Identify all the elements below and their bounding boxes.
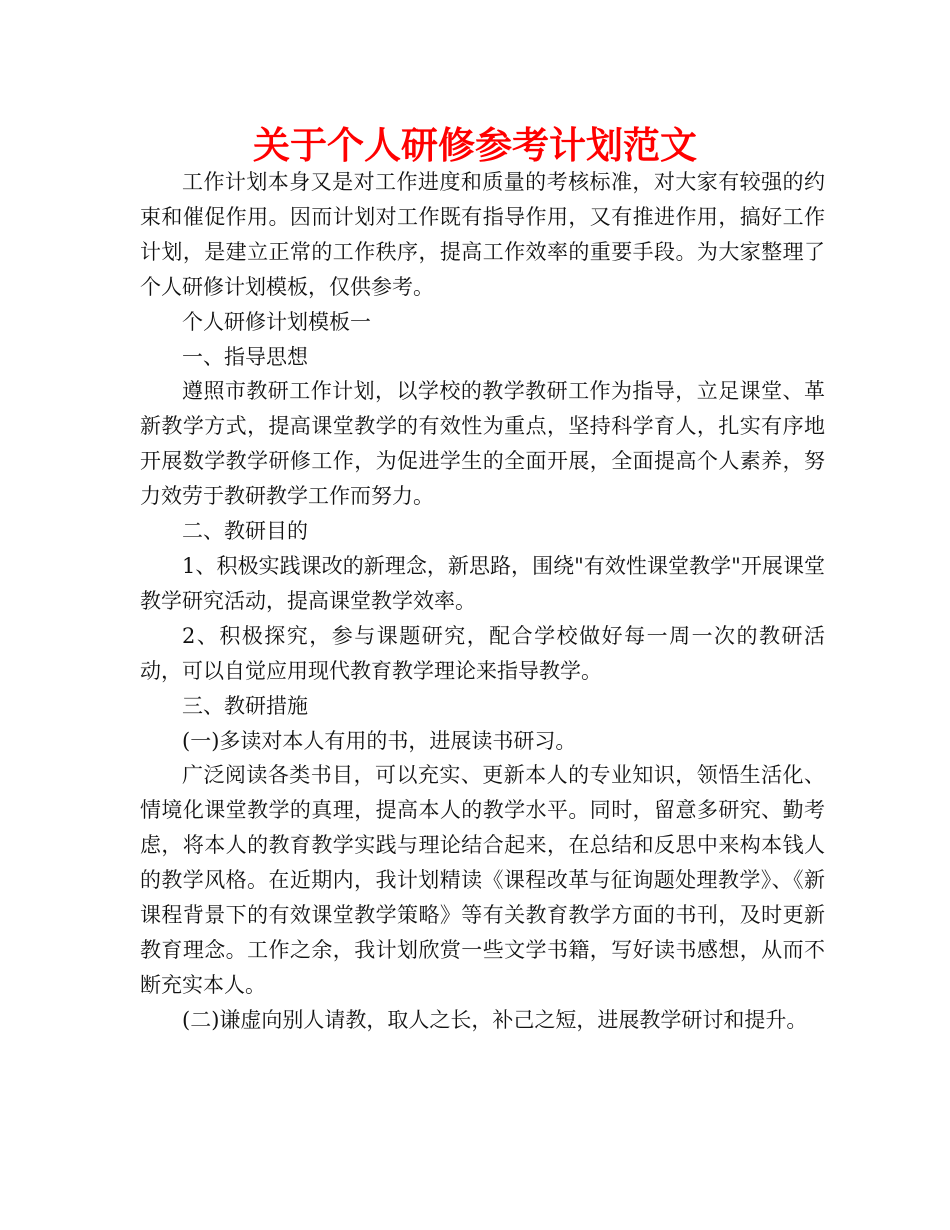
measure-subheading-1: (一)多读对本人有用的书，进展读书研习。 xyxy=(182,728,577,753)
measure-1-paragraph: 广泛阅读各类书目，可以充实、更新本人的专业知识，领悟生活化、情境化课堂教学的真理，提高本人的教学水平。同时，留意多研究、勤考虑，将本人的教育教学实践与理论结合起来，在总结和反思中来构本钱人的教学风格。在近期内，我计划精读《课程改革与征询题处理教学》、《新课程背景下的有效课堂教学策略》等有关教育教学方面的书刊，及时更新教育理念。工作之余，我计划欣赏一些文学书籍，写好读书感想，从而不断充实本人。 xyxy=(140,763,825,997)
guiding-thought-paragraph: 遵照市教研工作计划，以学校的教学教研工作为指导，立足课堂、革新教学方式，提高课堂教学的有效性为重点，坚持科学育人，扎实有序地开展数学教学研修工作，为促进学生的全面开展，全面提高个人素养，努力效劳于教研教学工作而努力。 xyxy=(140,379,825,509)
intro-paragraph: 工作计划本身又是对工作进度和质量的考核标准，对大家有较强的约束和催促作用。因而计划对工作既有指导作用，又有推进作用，搞好工作计划，是建立正常的工作秩序，提高工作效率的重要手段。为大家整理了个人研修计划模板，仅供参考。 xyxy=(140,170,825,299)
document-body xyxy=(140,165,825,1038)
goal-item-2: 2、积极探究，参与课题研究，配合学校做好每一周一次的教研活动，可以自觉应用现代教育教学理论来指导教学。 xyxy=(140,623,825,683)
goal-item-1: 1、积极实践课改的新理念，新思路，围绕"有效性课堂教学"开展课堂教学研究活动，提高课堂教学效率。 xyxy=(140,553,825,613)
measure-subheading-2: (二)谦虚向别人请教，取人之长，补己之短，进展教学研讨和提升。 xyxy=(182,1007,808,1032)
section-heading-research-measures: 三、教研措施 xyxy=(182,693,308,718)
template-heading: 个人研修计划模板一 xyxy=(182,309,371,334)
section-heading-guiding-thought: 一、指导思想 xyxy=(182,344,308,369)
section-heading-research-goals: 二、教研目的 xyxy=(182,519,308,544)
document-title: 关于个人研修参考计划范文 xyxy=(253,124,697,167)
